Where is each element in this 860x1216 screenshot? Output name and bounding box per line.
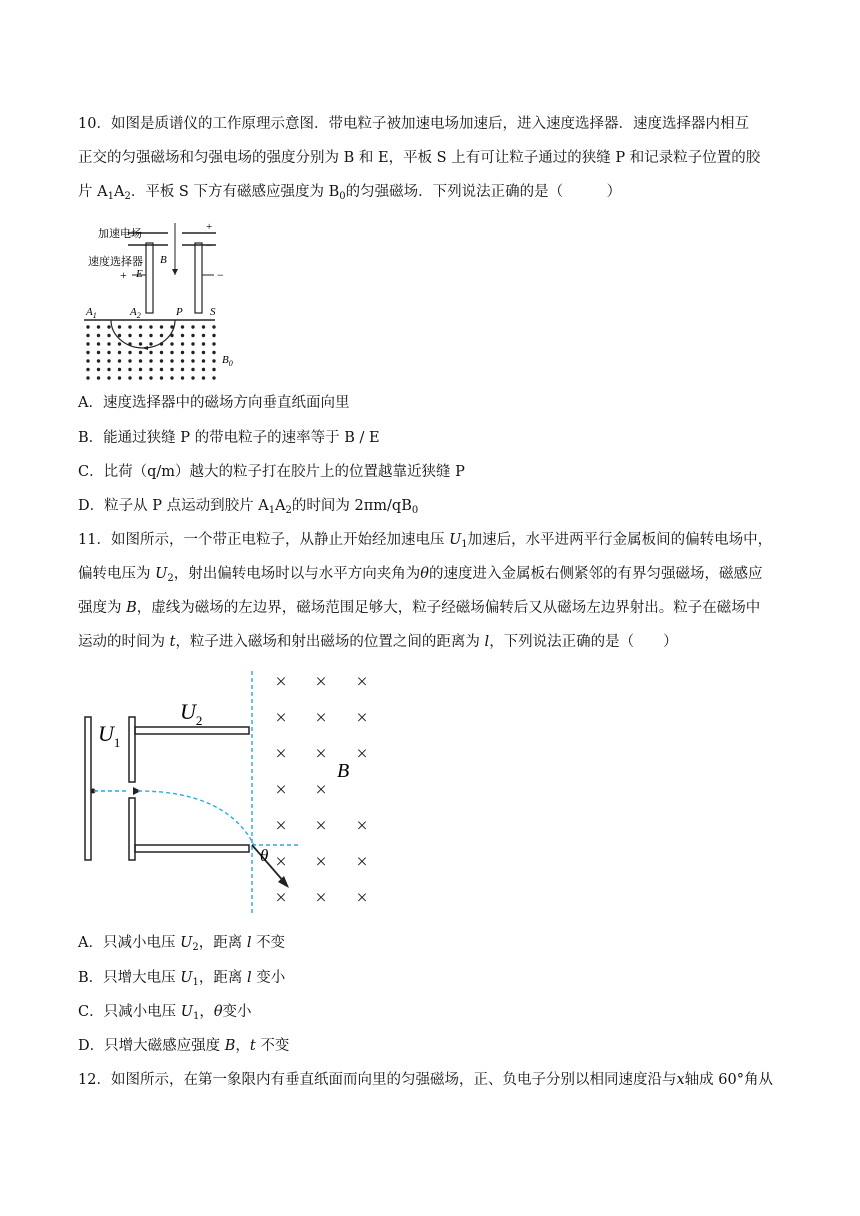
deflect-plate-top [135, 727, 249, 734]
label-B: B [160, 254, 167, 266]
field-dot [149, 359, 152, 362]
label-U2: $U_2$ [180, 699, 203, 728]
field-cross: × [315, 743, 327, 765]
selector-plate-left [146, 243, 153, 313]
field-dot [212, 359, 215, 362]
field-dot [128, 376, 131, 379]
field-dot [170, 325, 173, 328]
field-cross: × [356, 887, 368, 909]
q11-option-B: B．只增大电压 $U_1$，距离 l 变小 [78, 970, 286, 988]
label-B: B [337, 760, 350, 782]
accel-plate-right-upper [129, 717, 135, 782]
field-dot [118, 368, 121, 371]
field-dot [149, 351, 152, 354]
q10-line-1: 10．如图是质谱仪的工作原理示意图．带电粒子被加速电场加速后，进入速度选择器．速度选择器内相互 [78, 116, 749, 132]
field-dot [202, 368, 205, 371]
q10-option-A: A．速度选择器中的磁场方向垂直纸面向里 [78, 395, 350, 411]
field-dot [118, 351, 121, 354]
field-dot [202, 334, 205, 337]
field-dot [149, 342, 152, 345]
deflect-plate-bottom [135, 845, 249, 852]
label-minus-top: − [206, 240, 213, 252]
deflection-figure [76, 665, 396, 917]
field-dot [191, 334, 194, 337]
field-dot [97, 359, 100, 362]
field-dot [191, 342, 194, 345]
field-dot [202, 342, 205, 345]
field-dot [160, 368, 163, 371]
field-cross: × [275, 815, 287, 837]
field-dot [86, 334, 89, 337]
field-dot [118, 376, 121, 379]
field-dot [191, 368, 194, 371]
field-dot [181, 334, 184, 337]
field-dot [160, 351, 163, 354]
field-cross: × [275, 779, 287, 801]
field-dot [139, 325, 142, 328]
field-dot [86, 359, 89, 362]
field-dot [160, 342, 163, 345]
q11-option-D: D．只增大磁感应强度 B，t 不变 [78, 1038, 290, 1054]
field-dot [118, 359, 121, 362]
field-cross: × [315, 851, 327, 873]
label-selector: 速度选择器 [88, 256, 143, 268]
field-dot [128, 342, 131, 345]
label-minus-right: − [217, 268, 224, 282]
field-cross: × [356, 743, 368, 765]
field-dot [107, 376, 110, 379]
label-theta: θ [260, 846, 269, 865]
field-dot [191, 351, 194, 354]
q10-option-B: B．能通过狭缝 P 的带电粒子的速率等于 B / E [78, 430, 380, 446]
field-dot [107, 359, 110, 362]
field-dot [86, 342, 89, 345]
label-accel-field: 加速电场 [98, 228, 142, 240]
field-dot [86, 376, 89, 379]
field-dot [212, 342, 215, 345]
magnetic-field-crosses [275, 671, 367, 909]
field-dot [139, 342, 142, 345]
q11-line-3: 强度为 B，虚线为磁场的左边界，磁场范围足够大，粒子经磁场偏转后又从磁场左边界射出。粒子在磁场中 [78, 600, 761, 616]
magnetic-field-dots [86, 325, 215, 379]
field-dot [128, 368, 131, 371]
field-dot [181, 342, 184, 345]
field-dot [128, 351, 131, 354]
field-dot [149, 368, 152, 371]
label-B0: $B_0$ [222, 354, 233, 368]
label-E: E [136, 268, 143, 280]
q10-option-D: D．粒子从 P 点运动到胶片 $A_1A_2$的时间为 $2\pi m/qB_0$ [78, 498, 419, 516]
field-dot [202, 359, 205, 362]
field-dot [170, 351, 173, 354]
q11-line-4: 运动的时间为 t，粒子进入磁场和射出磁场的位置之间的距离为 l，下列说法正确的是（ ） [78, 634, 678, 650]
label-plus-top: + [206, 221, 213, 233]
field-dot [160, 376, 163, 379]
field-dot [181, 359, 184, 362]
field-dot [181, 368, 184, 371]
field-cross: × [356, 707, 368, 729]
field-dot [181, 376, 184, 379]
field-cross: × [275, 851, 287, 873]
field-dot [181, 351, 184, 354]
field-dot [170, 359, 173, 362]
field-dot [160, 325, 163, 328]
field-dot [97, 334, 100, 337]
field-dot [107, 342, 110, 345]
label-A2: $A_2$ [130, 306, 141, 320]
label-P: P [176, 306, 183, 318]
field-dot [202, 351, 205, 354]
field-dot [191, 376, 194, 379]
field-dot [107, 334, 110, 337]
field-dot [170, 334, 173, 337]
field-dot [139, 334, 142, 337]
field-dot [181, 325, 184, 328]
field-dot [107, 368, 110, 371]
field-cross: × [356, 815, 368, 837]
field-dot [212, 351, 215, 354]
field-cross: × [315, 887, 327, 909]
field-dot [118, 342, 121, 345]
field-dot [97, 368, 100, 371]
q12-line-1: 12．如图所示，在第一象限内有垂直纸面而向里的匀强磁场，正、负电子分别以相同速度沿与x轴成 60°角从 [78, 1072, 773, 1088]
field-dot [97, 342, 100, 345]
field-dot [212, 376, 215, 379]
field-dot [97, 325, 100, 328]
field-dot [107, 325, 110, 328]
field-cross: × [315, 815, 327, 837]
field-dot [149, 334, 152, 337]
field-dot [139, 351, 142, 354]
field-dot [191, 359, 194, 362]
q11-option-C: C．只减小电压 $U_1$，θ变小 [78, 1004, 252, 1022]
field-dot [139, 359, 142, 362]
q10-line-2: 正交的匀强磁场和匀强电场的强度分别为 B 和 E，平板 S 上有可让粒子通过的狭缝 P 和记录粒子位置的胶 [78, 150, 761, 166]
field-dot [160, 359, 163, 362]
label-plus-left: + [120, 268, 127, 282]
field-dot [202, 376, 205, 379]
field-dot [160, 334, 163, 337]
field-dot [170, 368, 173, 371]
q10-line-3: 片 $A_1A_2$．平板 S 下方有磁感应强度为 $B_0$的匀强磁场．下列说法正确的是（ ） [78, 184, 622, 202]
field-dot [97, 376, 100, 379]
field-cross: × [275, 743, 287, 765]
field-cross: × [275, 887, 287, 909]
arrow-left-icon [142, 346, 148, 350]
deflection-path [138, 791, 254, 845]
field-dot [128, 359, 131, 362]
label-S: S [210, 306, 216, 318]
field-dot [149, 325, 152, 328]
label-U1: $U_1$ [98, 721, 121, 750]
accel-plate-left [85, 717, 91, 860]
accel-plate-right-lower [129, 798, 135, 860]
field-dot [86, 325, 89, 328]
arrow-down-icon [172, 269, 178, 275]
mass-spectrometer-figure [80, 215, 258, 381]
field-dot [202, 325, 205, 328]
field-dot [107, 351, 110, 354]
field-dot [118, 334, 121, 337]
field-dot [191, 325, 194, 328]
q11-line-1: 11．如图所示，一个带正电粒子，从静止开始经加速电压 $U_1$加速后，水平进两平行金属板间的偏转电场中， [78, 532, 773, 550]
field-dot [97, 351, 100, 354]
field-cross: × [275, 707, 287, 729]
field-cross: × [315, 671, 327, 693]
field-cross: × [356, 851, 368, 873]
field-dot [212, 325, 215, 328]
field-dot [149, 376, 152, 379]
field-dot [170, 342, 173, 345]
field-cross: × [315, 779, 327, 801]
field-dot [139, 376, 142, 379]
field-cross: × [275, 671, 287, 693]
field-dot [128, 334, 131, 337]
field-dot [128, 325, 131, 328]
field-dot [212, 368, 215, 371]
field-dot [170, 376, 173, 379]
label-A1: $A_1$ [86, 306, 97, 320]
field-dot [212, 334, 215, 337]
field-dot [118, 325, 121, 328]
selector-plate-right [195, 243, 202, 313]
q10-option-C: C．比荷（q/m）越大的粒子打在胶片上的位置越靠近狭缝 P [78, 464, 465, 480]
field-dot [139, 368, 142, 371]
q11-line-2: 偏转电压为 $U_2$，射出偏转电场时以与水平方向夹角为θ的速度进入金属板右侧紧邻的有界匀强磁场，磁感应 [78, 566, 763, 584]
field-cross: × [356, 671, 368, 693]
field-cross: × [315, 707, 327, 729]
field-dot [86, 351, 89, 354]
q11-option-A: A．只减小电压 $U_2$，距离 l 不变 [78, 935, 286, 953]
field-dot [86, 368, 89, 371]
